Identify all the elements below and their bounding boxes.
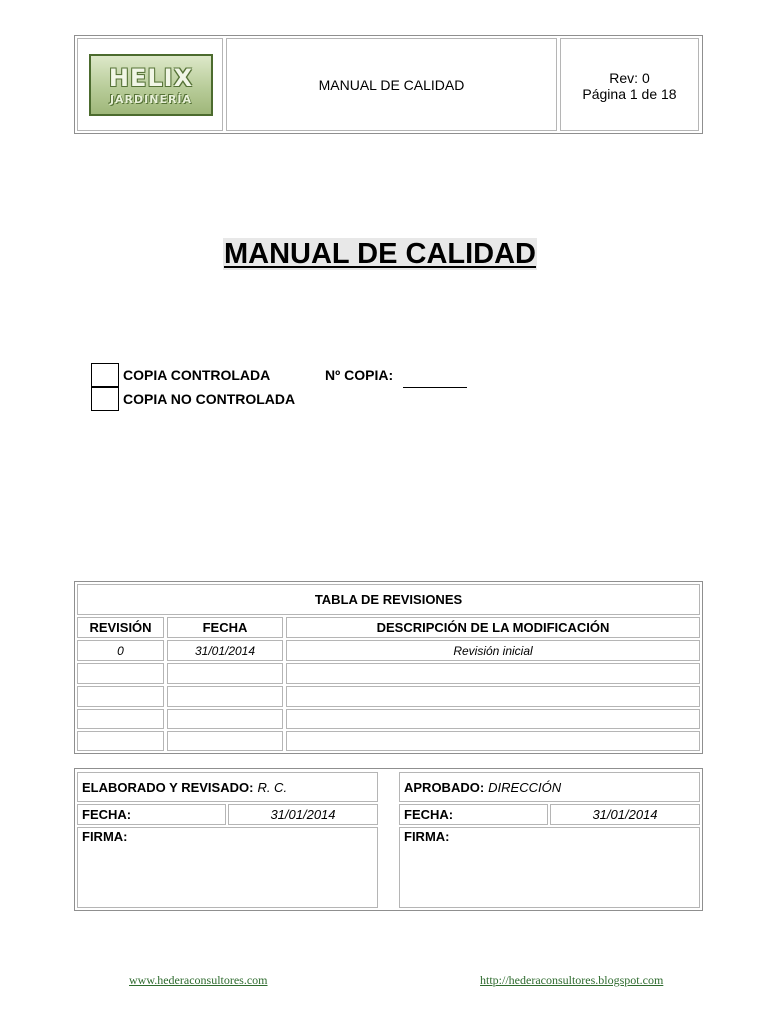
table-cell-date: [167, 731, 283, 751]
table-cell-revision: [77, 709, 164, 729]
approval-table: [74, 768, 703, 911]
prepared-date-label-cell: [77, 804, 226, 825]
table-cell-date: [167, 686, 283, 707]
document-title: MANUAL DE CALIDAD: [223, 238, 536, 270]
approved-by-cell: [399, 772, 700, 802]
header-title-cell: [226, 38, 557, 131]
controlled-copy-checkbox[interactable]: [91, 363, 119, 387]
page-number: Página 1 de 18: [582, 86, 677, 102]
prepared-date-label: FECHA:: [82, 807, 132, 822]
approved-signature-label: FIRMA:: [404, 829, 450, 844]
table-cell-revision: 0: [77, 640, 164, 661]
prepared-by-value: R. C.: [257, 779, 288, 795]
table-cell-date: 31/01/2014: [167, 640, 283, 661]
logo-cell: [77, 38, 223, 131]
copy-number-field[interactable]: [403, 387, 467, 388]
table-cell-description: [286, 709, 700, 729]
approved-date-label-cell: [399, 804, 548, 825]
table-cell-date: [167, 663, 283, 684]
column-header-revision: REVISIÓN: [77, 617, 164, 638]
approved-by-label: APROBADO:: [404, 779, 485, 795]
footer-blog-link[interactable]: http://hederaconsultores.blogspot.com: [480, 973, 664, 987]
table-cell-description: Revisión inicial: [286, 640, 700, 661]
revisions-table-title: TABLA DE REVISIONES: [77, 584, 700, 615]
revision-number: Rev: 0: [609, 70, 650, 86]
approved-by-value: DIRECCIÓN: [488, 779, 562, 795]
prepared-signature-cell: [77, 827, 378, 908]
logo-subtext: JARDINERÍA: [109, 92, 193, 106]
table-cell-description: [286, 686, 700, 707]
approved-signature-cell: [399, 827, 700, 908]
prepared-by-cell: [77, 772, 378, 802]
revisions-table: [74, 581, 703, 754]
header-title: MANUAL DE CALIDAD: [318, 76, 465, 93]
controlled-copy-label: COPIA CONTROLADA: [123, 367, 271, 383]
prepared-signature-label: FIRMA:: [82, 829, 128, 844]
column-header-date: FECHA: [167, 617, 283, 638]
table-cell-revision: [77, 731, 164, 751]
table-cell-date: [167, 709, 283, 729]
footer-website-link[interactable]: www.hederaconsultores.com: [129, 973, 268, 987]
table-cell-revision: [77, 686, 164, 707]
table-cell-description: [286, 663, 700, 684]
company-logo: [89, 54, 213, 116]
approved-date-label: FECHA:: [404, 807, 454, 822]
copy-number-label: Nº COPIA:: [325, 367, 394, 383]
document-header: [74, 35, 703, 134]
approved-date-value: 31/01/2014: [550, 804, 700, 825]
uncontrolled-copy-label: COPIA NO CONTROLADA: [123, 391, 296, 407]
document-title-block: [0, 238, 760, 271]
column-header-description: DESCRIPCIÓN DE LA MODIFICACIÓN: [286, 617, 700, 638]
uncontrolled-copy-checkbox[interactable]: [91, 387, 119, 411]
header-revision-cell: [560, 38, 699, 131]
table-cell-description: [286, 731, 700, 751]
logo-text: HELIX: [108, 63, 194, 92]
prepared-by-label: ELABORADO Y REVISADO:: [82, 779, 254, 795]
table-cell-revision: [77, 663, 164, 684]
prepared-date-value: 31/01/2014: [228, 804, 378, 825]
